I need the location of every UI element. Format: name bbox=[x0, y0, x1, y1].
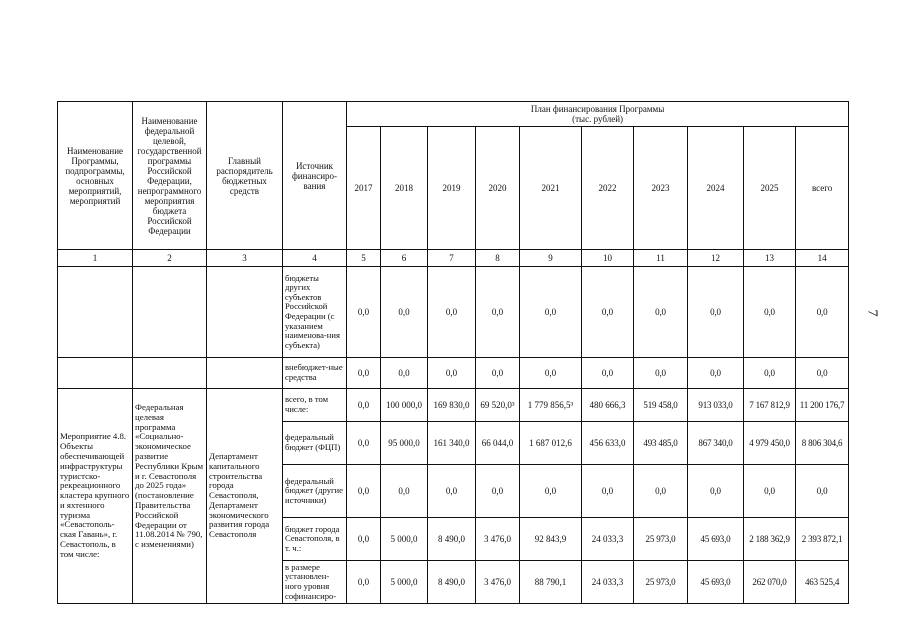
value-cell: 169 830,0 bbox=[428, 389, 476, 422]
value-cell: 0,0 bbox=[744, 267, 796, 358]
column-number-11: 11 bbox=[634, 250, 688, 267]
header-col-responsible: Главный распорядитель бюджетных средств bbox=[207, 102, 283, 250]
value-cell: 0,0 bbox=[520, 465, 582, 518]
value-cell: 8 490,0 bbox=[428, 561, 476, 604]
value-cell: 11 200 176,7 bbox=[796, 389, 849, 422]
column-number-14: 14 bbox=[796, 250, 849, 267]
column-number-2: 2 bbox=[133, 250, 207, 267]
value-cell: 0,0 bbox=[634, 358, 688, 389]
value-cell: 0,0 bbox=[347, 518, 381, 561]
table-row bbox=[58, 267, 849, 358]
table-row bbox=[58, 389, 849, 422]
column-numbers-row bbox=[58, 250, 849, 267]
source-cell: бюджет города Севастополя, в т. ч.: bbox=[283, 518, 347, 561]
value-cell: 1 779 856,5³ bbox=[520, 389, 582, 422]
value-cell: 0,0 bbox=[634, 465, 688, 518]
column-number-9: 9 bbox=[520, 250, 582, 267]
value-cell: 100 000,0 bbox=[381, 389, 428, 422]
header-col-federal-program: Наименование федеральной целевой, государственной программы Российской Федерации, непрограммного мероприятия бюджета Российской Федерации bbox=[133, 102, 207, 250]
value-cell: 0,0 bbox=[520, 267, 582, 358]
value-cell: 69 520,0³ bbox=[476, 389, 520, 422]
source-cell: всего, в том числе: bbox=[283, 389, 347, 422]
value-cell: 0,0 bbox=[520, 358, 582, 389]
value-cell: 0,0 bbox=[381, 465, 428, 518]
federal-program-cell: Федеральная целевая программа «Социально-экономическое развитие Республики Крым и г. Севастополя до 2025 года» (постановление Правительства Российской Федерации от 11.08.2014 № 790, с изменениями) bbox=[133, 389, 207, 604]
header-year-5: 2022 bbox=[582, 127, 634, 250]
value-cell: 0,0 bbox=[428, 465, 476, 518]
value-cell: 0,0 bbox=[582, 267, 634, 358]
header-row-top bbox=[58, 102, 849, 127]
value-cell: 88 790,1 bbox=[520, 561, 582, 604]
value-cell: 45 693,0 bbox=[688, 518, 744, 561]
column-number-7: 7 bbox=[428, 250, 476, 267]
value-cell: 0,0 bbox=[688, 465, 744, 518]
empty-cell bbox=[133, 358, 207, 389]
header-col-source: Источник финансиро-вания bbox=[283, 102, 347, 250]
page-number: 7 bbox=[864, 309, 880, 317]
empty-cell bbox=[58, 358, 133, 389]
value-cell: 0,0 bbox=[381, 358, 428, 389]
column-number-3: 3 bbox=[207, 250, 283, 267]
header-year-6: 2023 bbox=[634, 127, 688, 250]
source-cell: федеральный бюджет (ФЦП) bbox=[283, 422, 347, 465]
value-cell: 92 843,9 bbox=[520, 518, 582, 561]
value-cell: 913 033,0 bbox=[688, 389, 744, 422]
value-cell: 25 973,0 bbox=[634, 518, 688, 561]
value-cell: 0,0 bbox=[688, 267, 744, 358]
value-cell: 161 340,0 bbox=[428, 422, 476, 465]
value-cell: 0,0 bbox=[347, 389, 381, 422]
source-cell: бюджеты других субъектов Российской Федерации (с указанием наименова-ния субъекта) bbox=[283, 267, 347, 358]
column-number-10: 10 bbox=[582, 250, 634, 267]
value-cell: 25 973,0 bbox=[634, 561, 688, 604]
value-cell: 0,0 bbox=[347, 422, 381, 465]
column-number-13: 13 bbox=[744, 250, 796, 267]
value-cell: 5 000,0 bbox=[381, 561, 428, 604]
value-cell: 0,0 bbox=[428, 267, 476, 358]
column-number-8: 8 bbox=[476, 250, 520, 267]
value-cell: 0,0 bbox=[744, 358, 796, 389]
empty-cell bbox=[58, 267, 133, 358]
value-cell: 0,0 bbox=[476, 358, 520, 389]
value-cell: 0,0 bbox=[744, 465, 796, 518]
value-cell: 8 490,0 bbox=[428, 518, 476, 561]
value-cell: 45 693,0 bbox=[688, 561, 744, 604]
value-cell: 5 000,0 bbox=[381, 518, 428, 561]
header-year-7: 2024 bbox=[688, 127, 744, 250]
value-cell: 2 393 872,1 bbox=[796, 518, 849, 561]
source-cell: внебюджет-ные средства bbox=[283, 358, 347, 389]
header-col-program: Наименование Программы, подпрограммы, основных мероприятий, мероприятий bbox=[58, 102, 133, 250]
source-cell: федеральный бюджет (другие источники) bbox=[283, 465, 347, 518]
value-cell: 456 633,0 bbox=[582, 422, 634, 465]
value-cell: 262 070,0 bbox=[744, 561, 796, 604]
header-year-8: 2025 bbox=[744, 127, 796, 250]
value-cell: 95 000,0 bbox=[381, 422, 428, 465]
value-cell: 493 485,0 bbox=[634, 422, 688, 465]
value-cell: 0,0 bbox=[347, 561, 381, 604]
value-cell: 480 666,3 bbox=[582, 389, 634, 422]
value-cell: 24 033,3 bbox=[582, 518, 634, 561]
value-cell: 3 476,0 bbox=[476, 561, 520, 604]
measure-name-cell: Мероприятие 4.8. Объекты обеспечивающей инфраструктуры туристско-рекреационного кластера крупного и яхтенного туризма «Севастополь-ская Гавань», г. Севастополь, в том числе: bbox=[58, 389, 133, 604]
value-cell: 0,0 bbox=[428, 358, 476, 389]
value-cell: 8 806 304,6 bbox=[796, 422, 849, 465]
value-cell: 867 340,0 bbox=[688, 422, 744, 465]
empty-cell bbox=[207, 358, 283, 389]
value-cell: 463 525,4 bbox=[796, 561, 849, 604]
value-cell: 0,0 bbox=[688, 358, 744, 389]
value-cell: 0,0 bbox=[381, 267, 428, 358]
header-plan-title: План финансирования Программы bbox=[530, 104, 665, 114]
value-cell: 0,0 bbox=[634, 267, 688, 358]
value-cell: 0,0 bbox=[796, 465, 849, 518]
value-cell: 0,0 bbox=[347, 267, 381, 358]
column-number-6: 6 bbox=[381, 250, 428, 267]
source-cell: в размере установлен-ного уровня софинансиро- bbox=[283, 561, 347, 604]
table-row bbox=[58, 358, 849, 389]
financing-table bbox=[57, 101, 849, 604]
column-number-4: 4 bbox=[283, 250, 347, 267]
value-cell: 0,0 bbox=[476, 267, 520, 358]
responsible-cell: Департамент капитального строительства города Севастополя, Департамент экономического развития города Севастополя bbox=[207, 389, 283, 604]
value-cell: 24 033,3 bbox=[582, 561, 634, 604]
header-year-9: всего bbox=[796, 127, 849, 250]
header-year-4: 2021 bbox=[520, 127, 582, 250]
column-number-1: 1 bbox=[58, 250, 133, 267]
header-year-0: 2017 bbox=[347, 127, 381, 250]
value-cell: 0,0 bbox=[796, 267, 849, 358]
value-cell: 0,0 bbox=[796, 358, 849, 389]
value-cell: 2 188 362,9 bbox=[744, 518, 796, 561]
value-cell: 519 458,0 bbox=[634, 389, 688, 422]
column-number-5: 5 bbox=[347, 250, 381, 267]
header-year-3: 2020 bbox=[476, 127, 520, 250]
value-cell: 7 167 812,9 bbox=[744, 389, 796, 422]
value-cell: 0,0 bbox=[347, 358, 381, 389]
value-cell: 0,0 bbox=[476, 465, 520, 518]
value-cell: 4 979 450,0 bbox=[744, 422, 796, 465]
empty-cell bbox=[207, 267, 283, 358]
column-number-12: 12 bbox=[688, 250, 744, 267]
value-cell: 0,0 bbox=[582, 465, 634, 518]
header-plan-units: (тыс. рублей) bbox=[572, 114, 624, 124]
value-cell: 0,0 bbox=[582, 358, 634, 389]
value-cell: 1 687 012,6 bbox=[520, 422, 582, 465]
value-cell: 66 044,0 bbox=[476, 422, 520, 465]
header-plan bbox=[347, 102, 849, 127]
value-cell: 3 476,0 bbox=[476, 518, 520, 561]
header-year-2: 2019 bbox=[428, 127, 476, 250]
header-year-1: 2018 bbox=[381, 127, 428, 250]
value-cell: 0,0 bbox=[347, 465, 381, 518]
empty-cell bbox=[133, 267, 207, 358]
